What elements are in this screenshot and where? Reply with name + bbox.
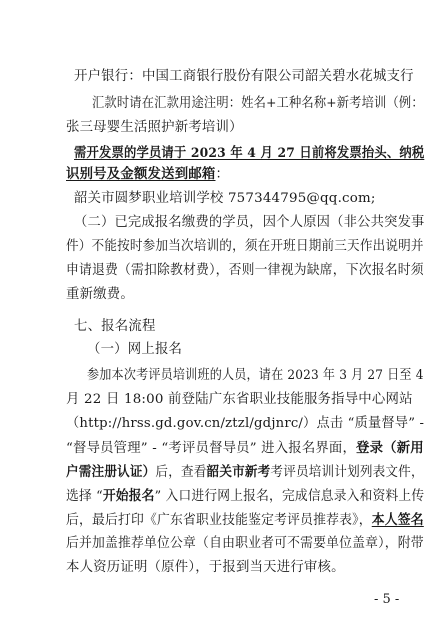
text-line: [66, 262, 424, 280]
text-line: [92, 95, 424, 113]
text-line: [74, 68, 414, 86]
text-line: [74, 144, 424, 163]
text-segment: 件）不能按时参加当次培训的，须在开班日期前三天作出说明并: [66, 239, 424, 254]
text-segment: 申请退费（需扣除教材费），否则一律视为缺席，下次报名时须: [66, 263, 424, 278]
page-number: - 5 -: [374, 592, 400, 607]
text-segment: （二）已完成报名缴费的学员，因个人原因（非公共突发事: [74, 215, 425, 230]
text-line: [66, 463, 424, 482]
text-segment: 考评员培训计划列表文件，: [270, 465, 424, 480]
text-line: [66, 511, 424, 530]
text-segment: 需开发票的学员请于 2023 年 4 月 27 日前将发票抬头、纳税: [74, 145, 425, 161]
text-segment: ” 入口进行网上报名，完成信息录入和资料上传: [154, 489, 425, 504]
text-segment: 登录（新用: [356, 440, 424, 456]
text-line: [87, 341, 182, 359]
text-segment: 后，最后打印《广东省职业技能鉴定考评员推荐表》，: [66, 513, 372, 528]
text-segment: 月 22 日 18:00 前登陆广东省职业技能服务指导中心网站: [66, 392, 413, 407]
text-segment: 张三母婴生活照护新考培训）: [66, 120, 243, 135]
text-line: [74, 214, 425, 232]
text-segment: 开始报名: [102, 488, 155, 504]
text-segment: 户需注册认证）: [66, 464, 156, 480]
text-segment: 七、报名流程: [74, 319, 156, 334]
text-line: [66, 487, 424, 506]
text-line: [66, 439, 424, 458]
text-segment: 本人资历证明（原件），于报到当天进行审核。: [66, 560, 345, 575]
text-segment: 韶关市圆梦职业培训学校 757344795@qq.com;: [74, 191, 376, 206]
text-line: [66, 119, 243, 137]
text-segment: ：: [215, 167, 230, 182]
text-line: [87, 367, 424, 385]
text-segment: 开户银行：中国工商银行股份有限公司韶关碧水花城支行: [74, 69, 414, 84]
text-line: [74, 190, 376, 208]
text-line: [66, 391, 413, 409]
text-line: [66, 559, 345, 577]
text-segment: 参加本次考评员培训班的人员，请在 2023 年 3 月 27 日至 4: [87, 368, 424, 383]
text-segment: 重新缴费。: [66, 287, 134, 302]
text-segment: “督导员管理” - “考评员督导员” 进入报名界面，: [66, 441, 357, 456]
text-segment: 汇款时请在汇款用途注明：姓名+工种名称+新考培训（例：: [92, 96, 424, 111]
text-segment: 识别号及金额发送到邮箱: [66, 166, 216, 182]
text-segment: 后，查看: [155, 465, 207, 480]
text-segment: 韶关市新考: [206, 464, 271, 480]
text-segment: 后并加盖推荐单位公章（自由职业者可不需要单位盖章），附带: [66, 536, 424, 551]
text-line: [66, 535, 424, 553]
text-segment: 本人签名: [371, 512, 424, 528]
text-line: [66, 286, 134, 304]
text-segment: 选择 “: [66, 489, 103, 504]
text-line: [66, 165, 229, 184]
text-line: [66, 415, 424, 433]
text-segment: （一）网上报名: [87, 342, 183, 357]
text-line: [66, 238, 424, 256]
text-line: [74, 318, 156, 336]
text-segment: （http://hrss.gd.gov.cn/ztzl/gdjnrc/）点击 “质量督导” -: [66, 416, 425, 431]
